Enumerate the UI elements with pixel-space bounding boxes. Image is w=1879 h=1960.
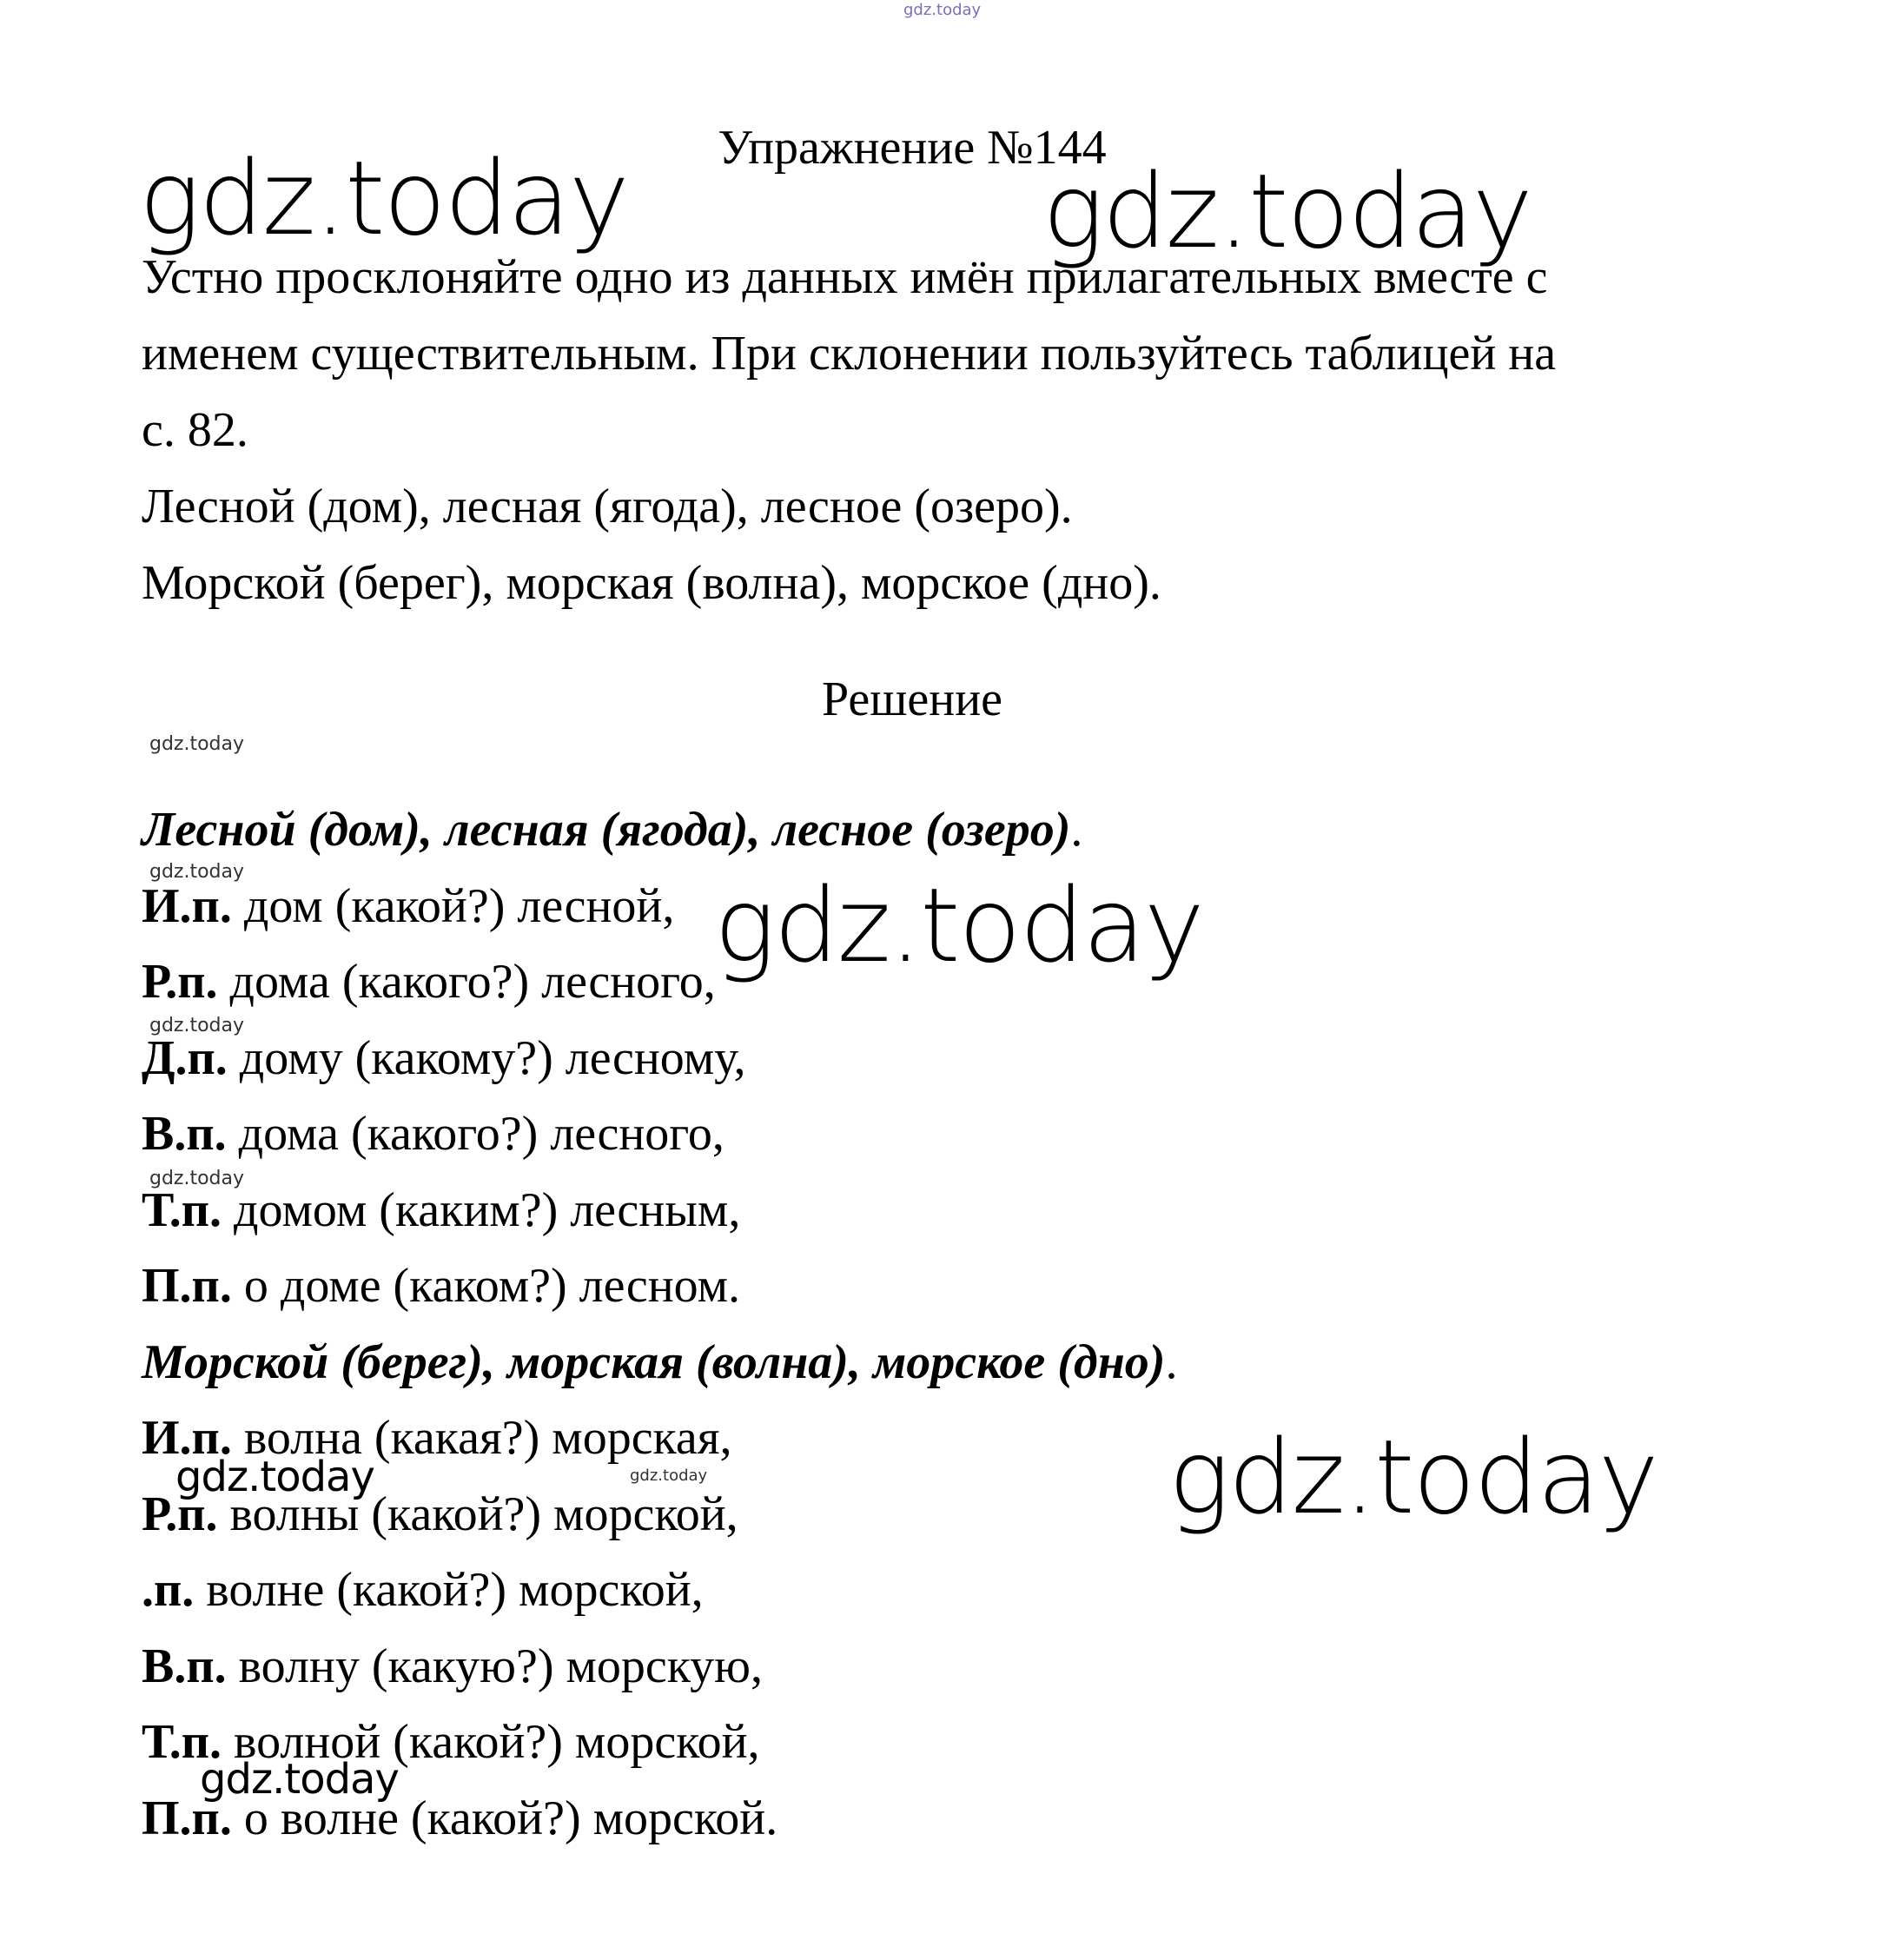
case-label: И.п. [142, 1411, 232, 1465]
case-label: В.п. [142, 1639, 227, 1693]
case-text: дому (какому?) лесному, [227, 1030, 746, 1085]
solution-heading: Решение [821, 672, 1003, 726]
group-title-end: . [1070, 803, 1083, 857]
group-title [142, 792, 1705, 869]
group-title [142, 1325, 1705, 1401]
case-row [142, 1629, 1705, 1705]
watermark-large: gdz.today [1042, 151, 1532, 271]
watermark-small: gdz.today [149, 1015, 245, 1036]
task-line: Устно просклоняйте одно из данных имён прилагательных вместе с [142, 250, 1548, 304]
case-text: домом (каким?) лесным, [222, 1182, 741, 1237]
case-label: Д.п. [142, 1030, 228, 1085]
task-line: именем существительным. При склонении пользуйтесь таблицей на [142, 327, 1557, 381]
case-text: дома (какого?) лесного, [226, 1107, 724, 1161]
case-row [142, 1173, 1705, 1249]
case-row [142, 1096, 1705, 1173]
case-label: Т.п. [142, 1715, 222, 1769]
case-text: о волне (какой?) морской. [231, 1791, 778, 1845]
case-row [142, 1021, 1705, 1097]
group-title-end: . [1165, 1334, 1178, 1389]
group-title-text: Лесной (дом), лесная (ягода), лесное (озеро) [142, 803, 1071, 857]
case-text: волне (какой?) морской, [194, 1563, 704, 1617]
case-text: волной (какой?) морской, [222, 1715, 760, 1769]
case-label: П.п. [142, 1259, 232, 1313]
case-text: волны (какой?) морской, [217, 1487, 738, 1541]
watermark-small: gdz.today [149, 861, 245, 883]
watermark-small: gdz.today [630, 1467, 708, 1485]
exercise-title: Упражнение №144 [718, 121, 1107, 175]
task-line: Морской (берег), морская (волна), морское (дно). [142, 556, 1161, 610]
watermark-large: gdz.today [714, 865, 1203, 985]
watermark-medium: gdz.today [200, 1755, 399, 1804]
case-row [142, 1248, 1705, 1325]
task-line: с. 82. [142, 403, 248, 457]
watermark-small: gdz.today [149, 733, 245, 755]
watermark-large: gdz.today [139, 138, 628, 258]
watermark-small: gdz.today [149, 1168, 245, 1189]
exercise-task [142, 239, 1705, 621]
case-text: дом (какой?) лесной, [231, 878, 675, 933]
case-text: дома (какого?) лесного, [217, 955, 716, 1009]
case-label: Т.п. [142, 1182, 222, 1237]
case-text: волна (какая?) морская, [231, 1411, 732, 1465]
case-label: .п. [142, 1563, 195, 1617]
case-label: И.п. [142, 878, 232, 933]
case-text: о доме (каком?) лесном. [231, 1259, 741, 1313]
case-text: волну (какую?) морскую, [226, 1639, 764, 1693]
case-row [142, 1553, 1705, 1629]
case-label: Р.п. [142, 955, 218, 1009]
case-label: П.п. [142, 1791, 232, 1845]
case-label: В.п. [142, 1107, 227, 1161]
task-line: Лесной (дом), лесная (ягода), лесное (озеро). [142, 480, 1073, 533]
watermark-medium: gdz.today [175, 1453, 374, 1501]
group-title-text: Морской (берег), морская (волна), морское (дно) [142, 1334, 1166, 1389]
case-label: Р.п. [142, 1487, 218, 1541]
watermark-large: gdz.today [1168, 1417, 1657, 1537]
watermark-top: gdz.today [903, 1, 982, 19]
